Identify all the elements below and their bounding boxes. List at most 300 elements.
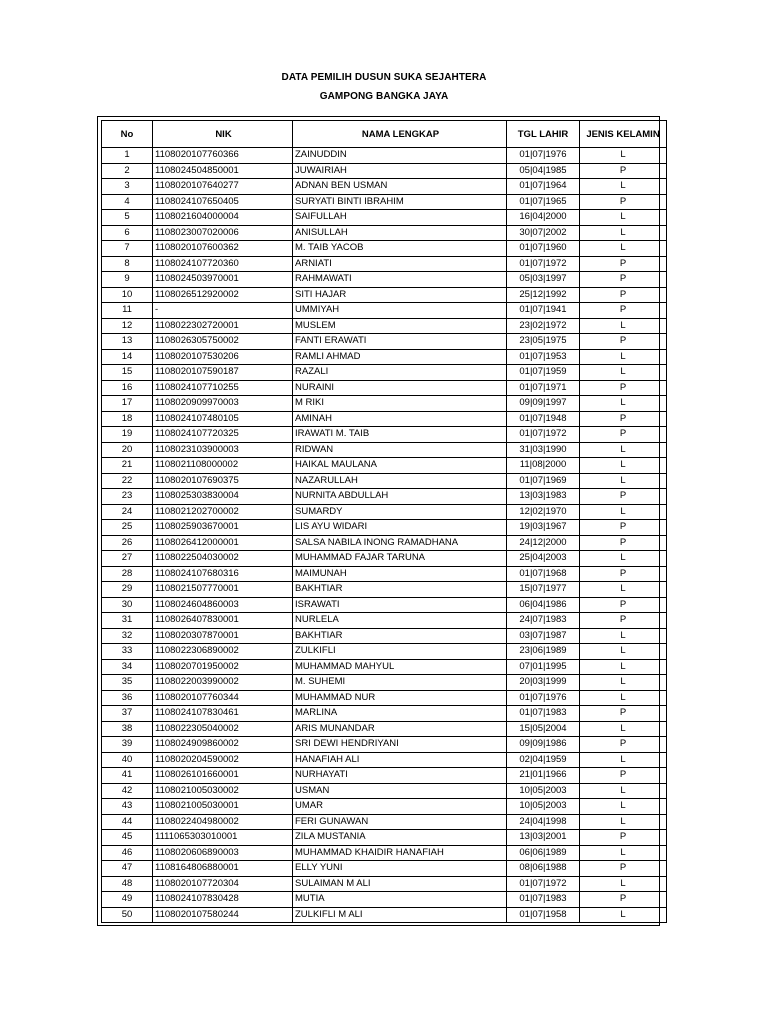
cell-nik: 1108020701950002 [153,659,293,675]
cell-jenis-kelamin: L [580,845,667,861]
cell-nama: NURLELA [293,613,507,629]
cell-nik: 1108022003990002 [153,675,293,691]
cell-tgl-lahir: 10|05|2003 [507,783,580,799]
cell-nik: 1108026512920002 [153,287,293,303]
header-no: No [102,121,153,148]
table-row [102,396,667,412]
cell-jenis-kelamin: L [580,225,667,241]
cell-jenis-kelamin: L [580,582,667,598]
cell-tgl-lahir: 01|07|1983 [507,892,580,908]
table-row [102,675,667,691]
cell-tgl-lahir: 07|01|1995 [507,659,580,675]
cell-tgl-lahir: 09|09|1997 [507,396,580,412]
cell-tgl-lahir: 05|03|1997 [507,272,580,288]
cell-nama: SITI HAJAR [293,287,507,303]
cell-jenis-kelamin: P [580,163,667,179]
cell-nik: 1108020107720304 [153,876,293,892]
cell-nama: NURAINI [293,380,507,396]
cell-jenis-kelamin: L [580,551,667,567]
cell-jenis-kelamin: P [580,411,667,427]
cell-jenis-kelamin: P [580,489,667,505]
cell-nik: 1108021507770001 [153,582,293,598]
cell-nik: 1108026412000001 [153,535,293,551]
cell-jenis-kelamin: P [580,380,667,396]
cell-nama: LIS AYU WIDARI [293,520,507,536]
cell-tgl-lahir: 01|07|1941 [507,303,580,319]
cell-nama: NAZARULLAH [293,473,507,489]
cell-nik: 1108020107600362 [153,241,293,257]
cell-jenis-kelamin: P [580,706,667,722]
cell-nik: 1108024107830428 [153,892,293,908]
cell-nik: 1108026305750002 [153,334,293,350]
table-row [102,520,667,536]
cell-nama: ZULKIFLI M ALI [293,907,507,923]
cell-tgl-lahir: 15|07|1977 [507,582,580,598]
cell-nik: 1108020909970003 [153,396,293,412]
cell-nik: 1108020606890003 [153,845,293,861]
cell-nik: 1108025303830004 [153,489,293,505]
cell-tgl-lahir: 01|07|1971 [507,380,580,396]
cell-nama: MARLINA [293,706,507,722]
cell-nik: 1108024107720360 [153,256,293,272]
cell-jenis-kelamin: L [580,628,667,644]
cell-jenis-kelamin: L [580,365,667,381]
cell-jenis-kelamin: L [580,799,667,815]
table-row [102,473,667,489]
cell-nama: JUWAIRIAH [293,163,507,179]
cell-nama: ZAINUDDIN [293,148,507,164]
cell-jenis-kelamin: L [580,241,667,257]
cell-no: 41 [102,768,153,784]
cell-nik: 1108024107710255 [153,380,293,396]
cell-nik: 1108020107640277 [153,179,293,195]
cell-nama: M. TAIB YACOB [293,241,507,257]
cell-jenis-kelamin: P [580,861,667,877]
cell-nama: SALSA NABILA INONG RAMADHANA [293,535,507,551]
cell-nik: 1111065303010001 [153,830,293,846]
cell-jenis-kelamin: L [580,659,667,675]
table-row [102,768,667,784]
header-row [102,121,667,148]
cell-jenis-kelamin: L [580,675,667,691]
cell-no: 10 [102,287,153,303]
cell-tgl-lahir: 31|03|1990 [507,442,580,458]
cell-tgl-lahir: 12|02|1970 [507,504,580,520]
cell-nama: RIDWAN [293,442,507,458]
cell-nama: ARNIATI [293,256,507,272]
table-row [102,706,667,722]
table-row [102,179,667,195]
cell-nik: 1108020204590002 [153,752,293,768]
cell-jenis-kelamin: P [580,427,667,443]
cell-tgl-lahir: 01|07|1965 [507,194,580,210]
cell-nik: 1108022504030002 [153,551,293,567]
table-row [102,613,667,629]
cell-no: 20 [102,442,153,458]
cell-jenis-kelamin: P [580,892,667,908]
cell-no: 15 [102,365,153,381]
cell-no: 46 [102,845,153,861]
table-row [102,597,667,613]
cell-nik: 1108021202700002 [153,504,293,520]
cell-tgl-lahir: 02|04|1959 [507,752,580,768]
cell-no: 5 [102,210,153,226]
cell-nama: ELLY YUNI [293,861,507,877]
cell-nama: FERI GUNAWAN [293,814,507,830]
cell-jenis-kelamin: L [580,442,667,458]
header-nik: NIK [153,121,293,148]
cell-nama: HANAFIAH ALI [293,752,507,768]
cell-tgl-lahir: 03|07|1987 [507,628,580,644]
cell-jenis-kelamin: L [580,876,667,892]
cell-jenis-kelamin: P [580,194,667,210]
cell-no: 43 [102,799,153,815]
table-row [102,907,667,923]
cell-nik: 1108024107720325 [153,427,293,443]
cell-nama: MUTIA [293,892,507,908]
voter-table [101,120,667,923]
cell-jenis-kelamin: P [580,830,667,846]
header-jenis-kelamin: JENIS KELAMIN [580,121,667,148]
cell-jenis-kelamin: P [580,256,667,272]
cell-nama: RAMLI AHMAD [293,349,507,365]
table-row [102,163,667,179]
table-row [102,380,667,396]
cell-no: 12 [102,318,153,334]
cell-nama: ARIS MUNANDAR [293,721,507,737]
cell-nama: MUHAMMAD NUR [293,690,507,706]
cell-jenis-kelamin: L [580,721,667,737]
cell-nik: 1108024107680316 [153,566,293,582]
cell-nama: IRAWATI M. TAIB [293,427,507,443]
cell-nama: USMAN [293,783,507,799]
cell-nik: 1108021108000002 [153,458,293,474]
cell-no: 33 [102,644,153,660]
cell-nama: MUSLEM [293,318,507,334]
cell-no: 17 [102,396,153,412]
cell-tgl-lahir: 30|07|2002 [507,225,580,241]
cell-tgl-lahir: 25|04|2003 [507,551,580,567]
cell-nama: SULAIMAN M ALI [293,876,507,892]
table-row [102,721,667,737]
cell-nama: HAIKAL MAULANA [293,458,507,474]
cell-jenis-kelamin: L [580,504,667,520]
cell-tgl-lahir: 08|06|1988 [507,861,580,877]
cell-no: 9 [102,272,153,288]
table-row [102,737,667,753]
table-row [102,551,667,567]
cell-jenis-kelamin: P [580,737,667,753]
table-row [102,690,667,706]
table-row [102,504,667,520]
table-row [102,566,667,582]
cell-nik: 1108024604860003 [153,597,293,613]
cell-jenis-kelamin: L [580,210,667,226]
cell-nama: ISRAWATI [293,597,507,613]
cell-no: 24 [102,504,153,520]
table-row [102,628,667,644]
cell-tgl-lahir: 10|05|2003 [507,799,580,815]
cell-nama: ADNAN BEN USMAN [293,179,507,195]
cell-nik: 1108024107480105 [153,411,293,427]
cell-jenis-kelamin: L [580,473,667,489]
cell-no: 21 [102,458,153,474]
cell-nik: 1108023103900003 [153,442,293,458]
header-nama-lengkap: NAMA LENGKAP [293,121,507,148]
cell-jenis-kelamin: P [580,520,667,536]
cell-no: 30 [102,597,153,613]
cell-nama: UMMIYAH [293,303,507,319]
cell-no: 23 [102,489,153,505]
cell-tgl-lahir: 01|07|1972 [507,427,580,443]
table-row [102,225,667,241]
cell-nik: 1108164806880001 [153,861,293,877]
cell-nama: FANTI ERAWATI [293,334,507,350]
cell-nama: MAIMUNAH [293,566,507,582]
cell-no: 44 [102,814,153,830]
cell-tgl-lahir: 01|07|1976 [507,148,580,164]
cell-nik: 1108020107760366 [153,148,293,164]
document-title [0,68,768,106]
cell-nama: ANISULLAH [293,225,507,241]
cell-tgl-lahir: 24|12|2000 [507,535,580,551]
cell-nik: 1108020307870001 [153,628,293,644]
cell-jenis-kelamin: L [580,752,667,768]
cell-no: 1 [102,148,153,164]
table-row [102,458,667,474]
cell-no: 22 [102,473,153,489]
cell-nama: M. SUHEMI [293,675,507,691]
cell-nama: MUHAMMAD MAHYUL [293,659,507,675]
cell-nik: - [153,303,293,319]
cell-jenis-kelamin: P [580,597,667,613]
cell-nama: NURHAYATI [293,768,507,784]
cell-no: 38 [102,721,153,737]
cell-tgl-lahir: 01|07|1972 [507,876,580,892]
cell-nik: 1108026101660001 [153,768,293,784]
cell-nama: M RIKI [293,396,507,412]
table-row [102,892,667,908]
table-row [102,427,667,443]
cell-no: 13 [102,334,153,350]
cell-jenis-kelamin: L [580,349,667,365]
cell-no: 40 [102,752,153,768]
cell-no: 4 [102,194,153,210]
table-row [102,644,667,660]
table-row [102,411,667,427]
cell-nik: 1108024107650405 [153,194,293,210]
cell-nik: 1108020107760344 [153,690,293,706]
cell-tgl-lahir: 25|12|1992 [507,287,580,303]
cell-nik: 1108022404980002 [153,814,293,830]
cell-jenis-kelamin: P [580,272,667,288]
cell-nama: SRI DEWI HENDRIYANI [293,737,507,753]
title-line-2: GAMPONG BANGKA JAYA [319,91,449,102]
cell-no: 27 [102,551,153,567]
cell-nama: AMINAH [293,411,507,427]
cell-nama: RAZALI [293,365,507,381]
cell-jenis-kelamin: P [580,613,667,629]
table-row [102,318,667,334]
cell-tgl-lahir: 01|07|1968 [507,566,580,582]
table-row [102,334,667,350]
cell-nik: 1108020107530206 [153,349,293,365]
cell-nama: SAIFULLAH [293,210,507,226]
cell-nama: SUMARDY [293,504,507,520]
title-line-1: DATA PEMILIH DUSUN SUKA SEJAHTERA [281,72,487,83]
header-tgl-lahir: TGL LAHIR [507,121,580,148]
cell-tgl-lahir: 01|07|1959 [507,365,580,381]
table-row [102,241,667,257]
cell-nama: RAHMAWATI [293,272,507,288]
cell-no: 31 [102,613,153,629]
cell-no: 18 [102,411,153,427]
cell-no: 39 [102,737,153,753]
cell-tgl-lahir: 01|07|1976 [507,690,580,706]
cell-nik: 1108025903670001 [153,520,293,536]
table-row [102,876,667,892]
table-row [102,148,667,164]
cell-tgl-lahir: 01|07|1983 [507,706,580,722]
cell-nik: 1108021604000004 [153,210,293,226]
table-row [102,535,667,551]
cell-jenis-kelamin: P [580,566,667,582]
cell-nama: MUHAMMAD KHAIDIR HANAFIAH [293,845,507,861]
cell-nik: 1108022302720001 [153,318,293,334]
table-row [102,799,667,815]
cell-tgl-lahir: 23|06|1989 [507,644,580,660]
table-row [102,272,667,288]
cell-no: 7 [102,241,153,257]
cell-tgl-lahir: 05|04|1985 [507,163,580,179]
cell-tgl-lahir: 21|01|1966 [507,768,580,784]
cell-nik: 1108020107690375 [153,473,293,489]
cell-tgl-lahir: 01|07|1964 [507,179,580,195]
cell-no: 45 [102,830,153,846]
cell-tgl-lahir: 09|09|1986 [507,737,580,753]
cell-nama: NURNITA ABDULLAH [293,489,507,505]
cell-tgl-lahir: 23|05|1975 [507,334,580,350]
cell-no: 47 [102,861,153,877]
cell-tgl-lahir: 01|07|1953 [507,349,580,365]
cell-tgl-lahir: 19|03|1967 [507,520,580,536]
cell-nik: 1108024503970001 [153,272,293,288]
cell-nama: BAKHTIAR [293,628,507,644]
table-row [102,349,667,365]
table-row [102,582,667,598]
cell-no: 50 [102,907,153,923]
cell-tgl-lahir: 06|06|1989 [507,845,580,861]
cell-no: 19 [102,427,153,443]
cell-jenis-kelamin: L [580,690,667,706]
table-row [102,845,667,861]
table-row [102,489,667,505]
cell-jenis-kelamin: P [580,535,667,551]
cell-tgl-lahir: 06|04|1986 [507,597,580,613]
cell-jenis-kelamin: L [580,783,667,799]
cell-tgl-lahir: 01|07|1948 [507,411,580,427]
cell-jenis-kelamin: L [580,814,667,830]
cell-no: 8 [102,256,153,272]
cell-jenis-kelamin: P [580,287,667,303]
cell-tgl-lahir: 24|07|1983 [507,613,580,629]
cell-no: 42 [102,783,153,799]
table-body [102,148,667,923]
table-row [102,752,667,768]
cell-tgl-lahir: 16|04|2000 [507,210,580,226]
cell-jenis-kelamin: P [580,303,667,319]
cell-no: 48 [102,876,153,892]
cell-tgl-lahir: 20|03|1999 [507,675,580,691]
table-row [102,303,667,319]
cell-tgl-lahir: 13|03|2001 [507,830,580,846]
cell-no: 32 [102,628,153,644]
cell-jenis-kelamin: L [580,458,667,474]
cell-no: 16 [102,380,153,396]
table-row [102,194,667,210]
cell-nik: 1108022305040002 [153,721,293,737]
cell-tgl-lahir: 01|07|1969 [507,473,580,489]
cell-nik: 1108024504850001 [153,163,293,179]
cell-no: 28 [102,566,153,582]
cell-no: 37 [102,706,153,722]
cell-no: 26 [102,535,153,551]
cell-jenis-kelamin: L [580,907,667,923]
table-row [102,861,667,877]
table-row [102,783,667,799]
cell-jenis-kelamin: P [580,334,667,350]
cell-nama: BAKHTIAR [293,582,507,598]
cell-jenis-kelamin: L [580,318,667,334]
cell-no: 25 [102,520,153,536]
cell-tgl-lahir: 24|04|1998 [507,814,580,830]
cell-nik: 1108026407830001 [153,613,293,629]
cell-no: 2 [102,163,153,179]
cell-no: 34 [102,659,153,675]
cell-no: 11 [102,303,153,319]
cell-no: 3 [102,179,153,195]
cell-nik: 1108021005030002 [153,783,293,799]
cell-no: 36 [102,690,153,706]
cell-no: 29 [102,582,153,598]
cell-jenis-kelamin: L [580,644,667,660]
cell-jenis-kelamin: L [580,179,667,195]
table-row [102,365,667,381]
cell-tgl-lahir: 11|08|2000 [507,458,580,474]
cell-nama: ZULKIFLI [293,644,507,660]
cell-no: 14 [102,349,153,365]
cell-nik: 1108020107590187 [153,365,293,381]
table-row [102,814,667,830]
cell-tgl-lahir: 23|02|1972 [507,318,580,334]
table-row [102,659,667,675]
cell-nik: 1108024909860002 [153,737,293,753]
table-header [102,121,667,148]
table-row [102,256,667,272]
cell-nik: 1108023007020006 [153,225,293,241]
cell-jenis-kelamin: L [580,148,667,164]
table-row [102,830,667,846]
cell-nik: 1108022306890002 [153,644,293,660]
table-row [102,287,667,303]
cell-jenis-kelamin: L [580,396,667,412]
cell-jenis-kelamin: P [580,768,667,784]
cell-nik: 1108024107830461 [153,706,293,722]
cell-tgl-lahir: 01|07|1958 [507,907,580,923]
cell-nik: 1108020107580244 [153,907,293,923]
table-row [102,442,667,458]
cell-nik: 1108021005030001 [153,799,293,815]
